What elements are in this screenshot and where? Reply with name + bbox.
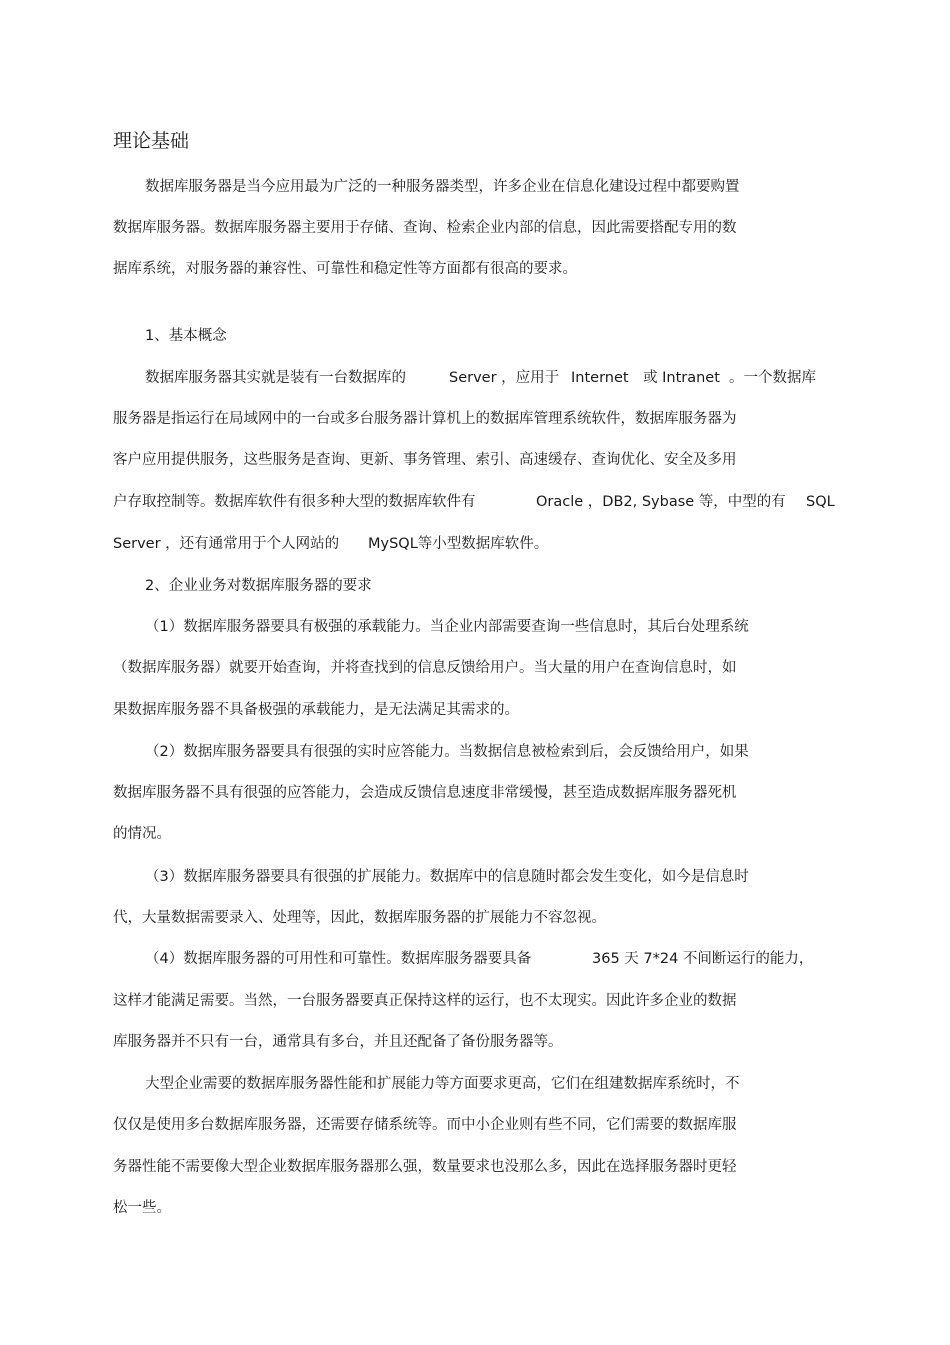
item-1-line-2: （数据库服务器）就要开始查询，并将查找到的信息反馈给用户。当大量的用户在查询信息时，如	[113, 660, 737, 676]
section-1-line-3: 客户应用提供服务，这些服务是查询、更新、事务管理、索引、高速缓存、查询优化、安全及多用	[113, 452, 737, 468]
closing-line-4: 松一些。	[113, 1200, 171, 1216]
section-1-line-5-a: Server ，还有通常用于个人网站的	[113, 536, 340, 552]
item-2-line-3: 的情况。	[113, 826, 171, 842]
section-1-line-1-e: 。一个数据库	[729, 370, 816, 386]
item-3-line-2: 代，大量数据需要录入、处理等，因此，数据库服务器的扩展能力不容忽视。	[113, 910, 606, 926]
section-1-line-1-b: Server ，应用于	[449, 370, 560, 386]
section-1-line-1-c: Internet	[571, 370, 629, 386]
section-2-heading: 2、企业业务对数据库服务器的要求	[145, 578, 372, 594]
item-4-line-3: 库服务器并不只有一台，通常具有多台，并且还配备了备份服务器等。	[113, 1034, 563, 1050]
intro-line-1: 数据库服务器是当今应用最为广泛的一种服务器类型，许多企业在信息化建设过程中都要购置	[145, 179, 740, 195]
item-1-line-3: 果数据库服务器不具备极强的承载能力，是无法满足其需求的。	[113, 702, 519, 718]
intro-line-2: 数据库服务器。数据库服务器主要用于存储、查询、检索企业内部的信息，因此需要搭配专用的数	[113, 220, 737, 236]
page-title: 理论基础	[113, 130, 190, 152]
item-4-line-2: 这样才能满足需要。当然，一台服务器要真正保持这样的运行，也不太现实。因此许多企业的数据	[113, 993, 737, 1009]
item-2-line-1: （2）数据库服务器要具有很强的实时应答能力。当数据信息被检索到后，会反馈给用户，如果	[145, 744, 749, 760]
section-1-line-4-a: 户存取控制等。数据库软件有很多种大型的数据库软件有	[113, 494, 476, 510]
item-4-line-1-a: （4）数据库服务器的可用性和可靠性。数据库服务器要具备	[145, 951, 532, 967]
item-3-line-1: （3）数据库服务器要具有很强的扩展能力。数据库中的信息随时都会发生变化，如今是信息时	[145, 869, 749, 885]
closing-line-1: 大型企业需要的数据库服务器性能和扩展能力等方面要求更高，它们在组建数据库系统时，不	[145, 1076, 740, 1092]
section-1-line-2: 服务器是指运行在局域网中的一台或多台服务器计算机上的数据库管理系统软件，数据库服务器为	[113, 411, 737, 427]
section-1-line-4-b: Oracle ，DB2, Sybase 等，中型的有	[536, 494, 786, 510]
section-1-line-1-d: 或 Intranet	[643, 370, 720, 386]
section-1-heading: 1、基本概念	[145, 328, 227, 344]
intro-line-3: 据库系统，对服务器的兼容性、可靠性和稳定性等方面都有很高的要求。	[113, 261, 577, 277]
closing-line-2: 仅仅是使用多台数据库服务器，还需要存储系统等。而中小企业则有些不同，它们需要的数据库服	[113, 1117, 737, 1133]
closing-line-3: 务器性能不需要像大型企业数据库服务器那么强，数量要求也没那么多，因此在选择服务器时更轻	[113, 1159, 737, 1175]
section-1-line-4-c: SQL	[806, 494, 835, 510]
section-1-line-5-b: MySQL等小型数据库软件。	[368, 536, 549, 552]
section-1-line-1-a: 数据库服务器其实就是装有一台数据库的	[145, 370, 406, 386]
item-2-line-2: 数据库服务器不具有很强的应答能力，会造成反馈信息速度非常缓慢，甚至造成数据库服务器死机	[113, 785, 737, 801]
item-4-line-1-b: 365 天 7*24 不间断运行的能力，	[592, 951, 814, 967]
item-1-line-1: （1）数据库服务器要具有极强的承载能力。当企业内部需要查询一些信息时，其后台处理系统	[145, 619, 749, 635]
